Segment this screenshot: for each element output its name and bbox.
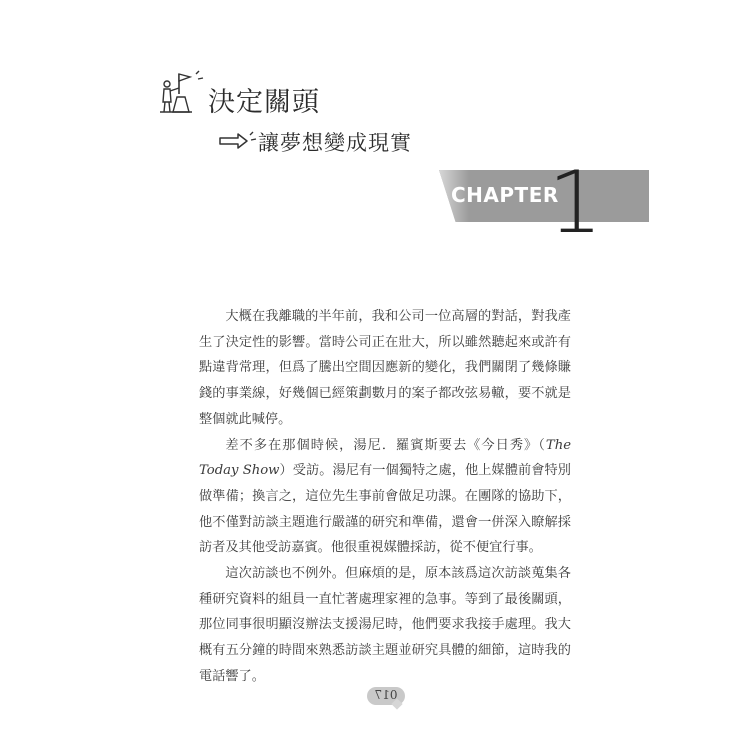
subtitle: 讓夢想變成現實	[258, 131, 412, 155]
paragraph-2-text-a: 差不多在那個時候，湯尼．羅賓斯要去《今日秀》（	[225, 437, 546, 453]
body-text	[199, 304, 571, 690]
page-number: 017	[374, 688, 398, 702]
chapter-number: 1	[548, 153, 603, 253]
chapter-label: CHAPTER	[451, 183, 559, 207]
person-with-flag-icon	[158, 70, 204, 116]
paragraph-2-text-b: ）受訪。湯尼有一個獨特之處，他上媒體前會特別做準備；換言之，這位先生事前會做足功課。在團隊的協助下，他不僅對訪談主題進行嚴謹的研究和準備，還會一併深入瞭解採訪者及其他受訪嘉賓。他很重視媒體採訪，從不便宜行事。	[199, 463, 571, 556]
paragraph-1: 大概在我離職的半年前，我和公司一位高層的對話，對我產生了決定性的影響。當時公司正在壯大，所以雖然聽起來或許有點違背常理，但爲了騰出空間因應新的變化，我們關閉了幾條賺錢的事業線，好幾個已經策劃數月的案子都改弦易轍，要不就是整個就此喊停。	[199, 309, 571, 427]
show-title: The Today Show	[199, 437, 571, 479]
page-title: 決定關頭	[208, 87, 320, 118]
paragraph-2	[199, 433, 571, 562]
double-arrow-icon	[218, 131, 258, 151]
paragraph-3: 這次訪談也不例外。但麻煩的是，原本該爲這次訪談蒐集各種研究資料的組員一直忙著處理家裡的急事。等到了最後關頭，那位同事很明顯沒辦法支援湯尼時，他們要求我接手處理。我大概有五分鐘的時間來熟悉訪談主題並研究具體的細節，這時我的電話響了。	[199, 566, 571, 684]
